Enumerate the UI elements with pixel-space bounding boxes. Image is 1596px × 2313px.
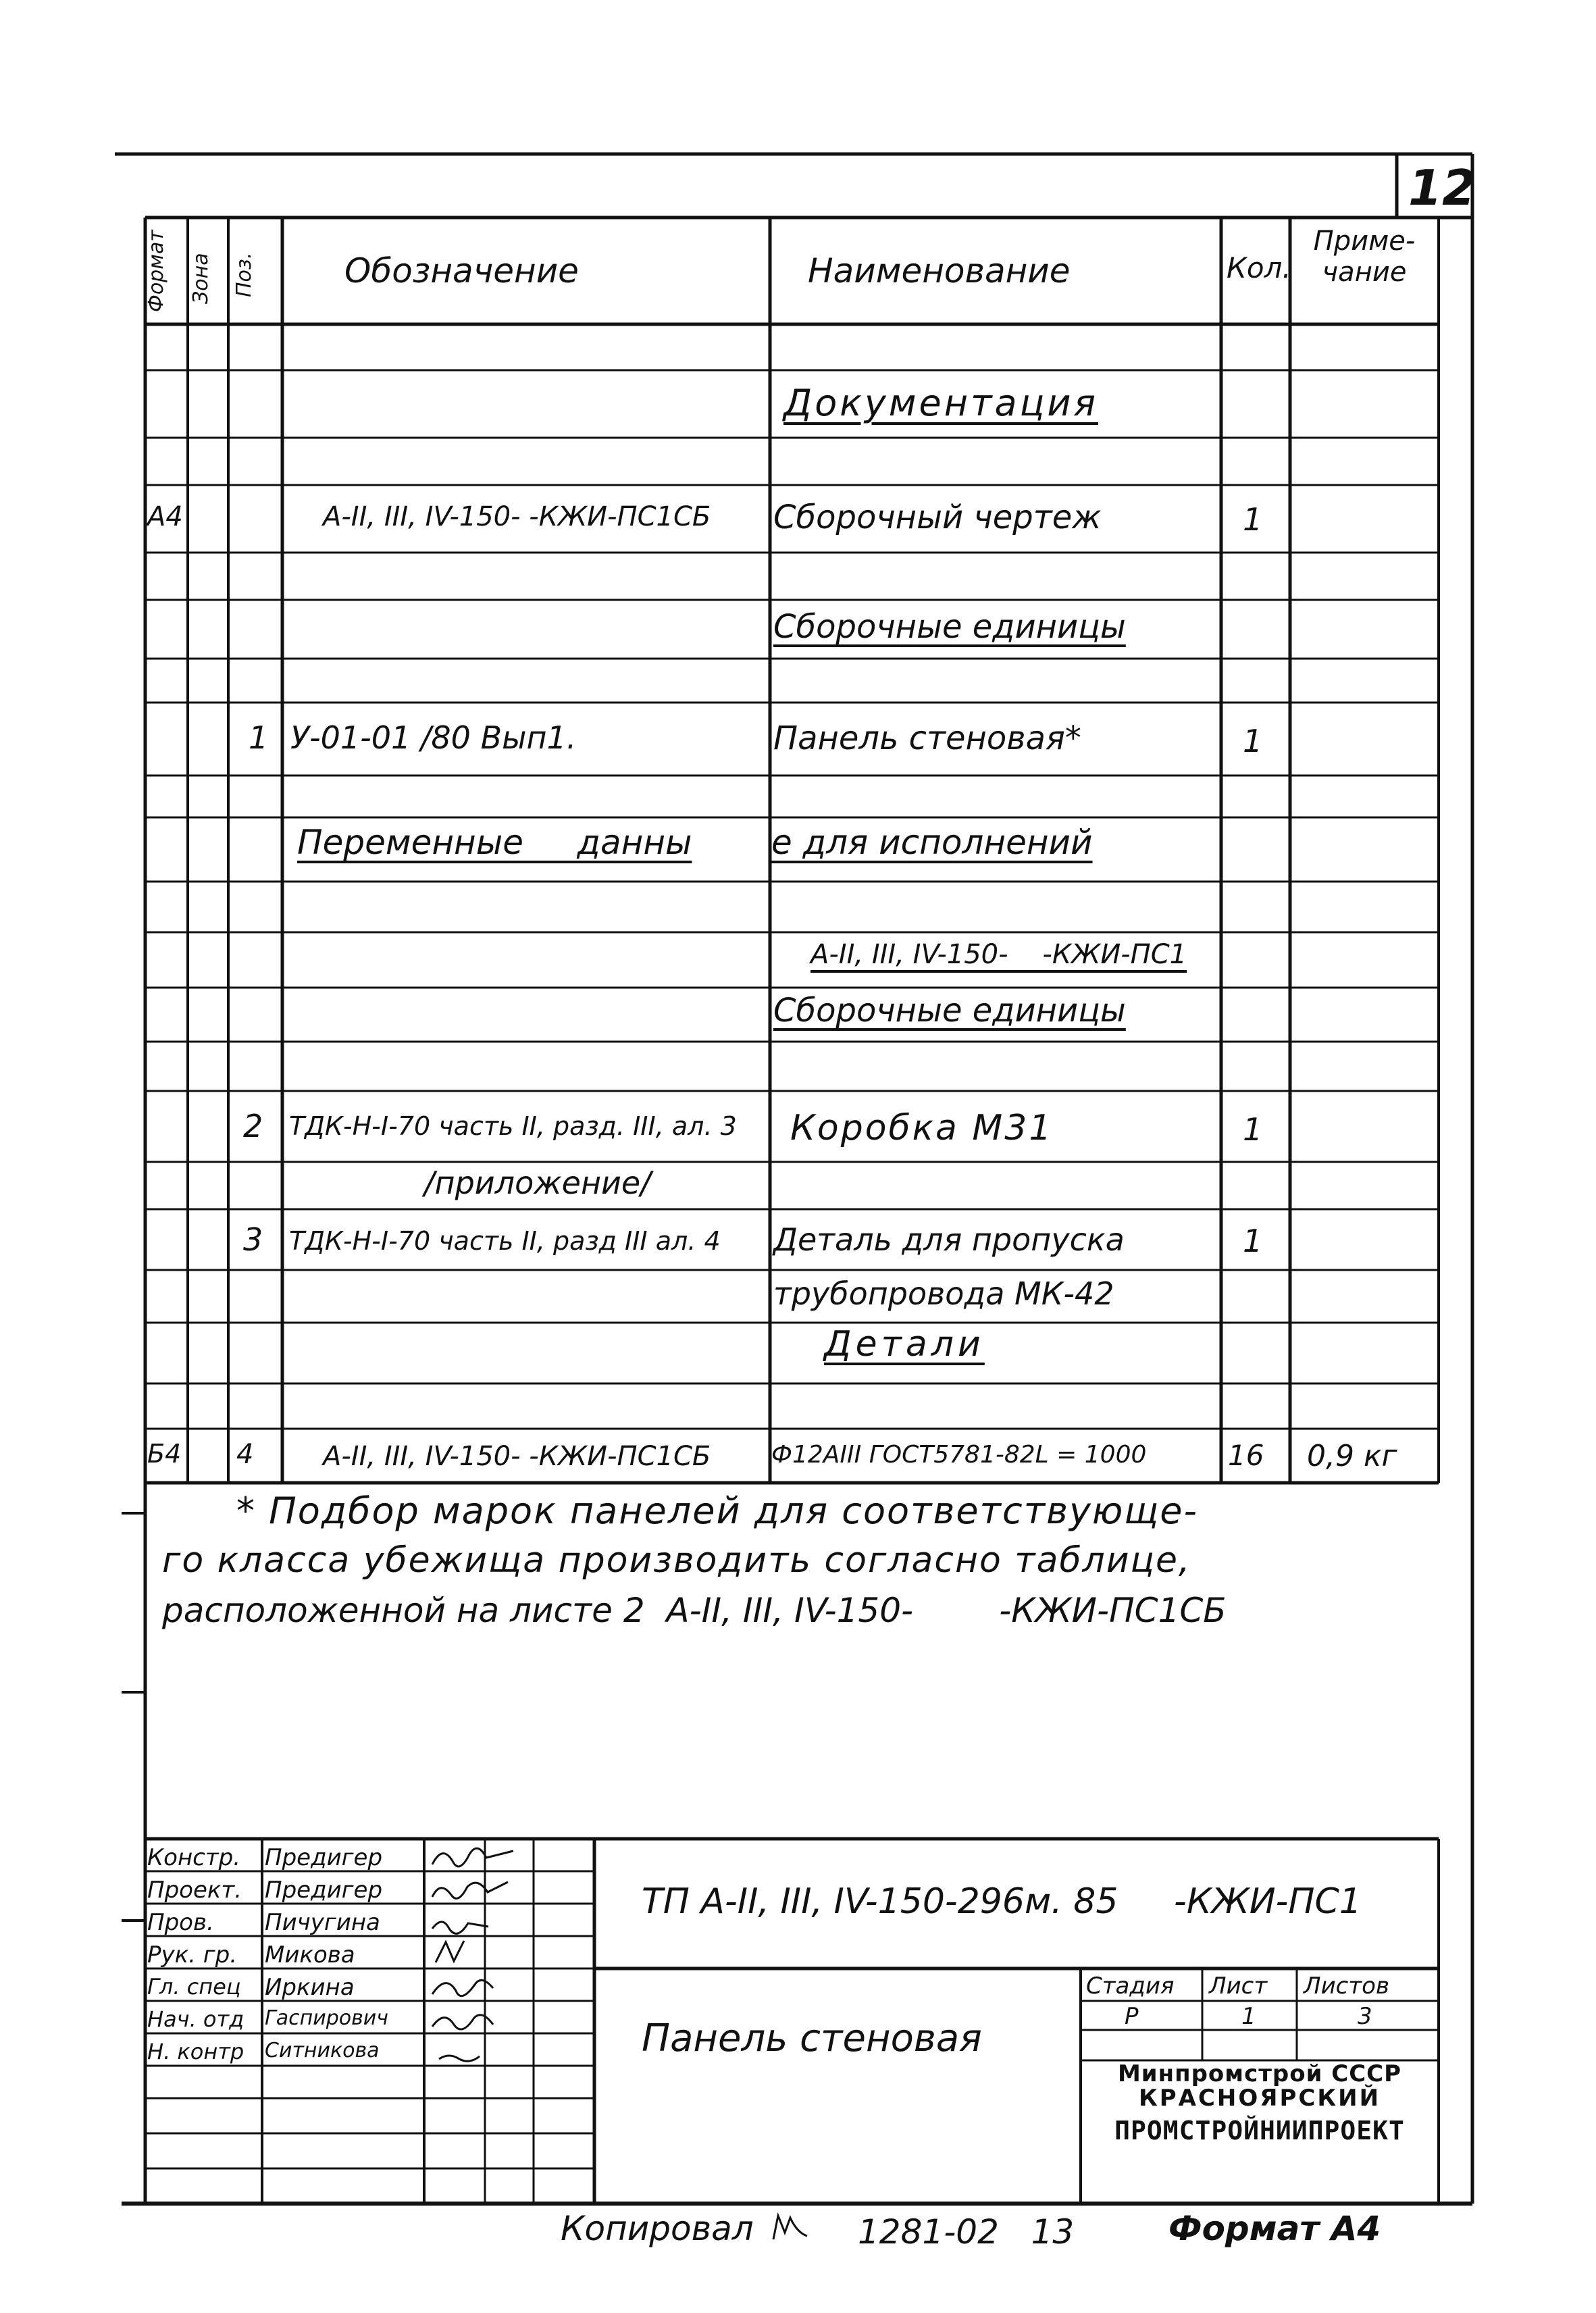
footnote-line1: * Подбор марок панелей для соответствующе- <box>236 1490 1198 1532</box>
copy-number: 1281-02 13 <box>858 2212 1075 2252</box>
role-norm-control: Н. контр <box>147 2039 244 2064</box>
row4-designation: ТДК-Н-I-70 часть II, разд III ал. 4 <box>289 1226 721 1256</box>
row5-qty: 16 <box>1228 1439 1264 1472</box>
row4-pos: 3 <box>243 1221 263 1258</box>
footnote-line3: расположенной на листе 2 А-II, III, IV-150- -КЖИ-ПС1СБ <box>162 1591 1227 1630</box>
row5-name: Ф12АIII ГОСТ5781-82L = 1000 <box>771 1441 1147 1469</box>
variant-code: А-II, III, IV-150- -КЖИ-ПС1 <box>810 939 1187 970</box>
document-code: ТП А-II, III, IV-150-296м. 85 -КЖИ-ПС1 <box>642 1881 1362 1922</box>
format-label: Формат А4 <box>1168 2209 1381 2248</box>
row5-note: 0,9 кг <box>1307 1439 1397 1473</box>
section-assembly-units: Сборочные единицы <box>773 608 1126 646</box>
name-checked: Пичугина <box>265 1909 380 1936</box>
row5-designation: А-II, III, IV-150- -КЖИ-ПС1СБ <box>323 1441 711 1472</box>
header-name: Наименование <box>808 251 1071 290</box>
header-format: Формат <box>145 230 168 312</box>
stage-label: Стадия <box>1086 1973 1175 2000</box>
row2-designation: У-01-01 /80 Вып1. <box>290 719 577 756</box>
row1-format: А4 <box>147 501 183 532</box>
role-chief-specialist: Гл. спец <box>147 1974 241 2000</box>
org-line3: ПРОМСТРОЙНИИПРОЕКТ <box>1114 2116 1405 2145</box>
signature-scribbles <box>432 1848 513 2061</box>
copied-by: Копировал <box>561 2209 754 2248</box>
sheets-label: Листов <box>1304 1973 1390 2000</box>
name-group-lead: Микова <box>265 1941 355 1968</box>
header-note: Приме- чание <box>1313 226 1416 288</box>
row5-pos: 4 <box>236 1439 254 1470</box>
sheets-value: 3 <box>1358 2003 1372 2030</box>
row1-name: Сборочный чертеж <box>773 499 1102 536</box>
row3-pos: 2 <box>243 1108 263 1144</box>
header-pos: Поз. <box>232 252 256 297</box>
name-chief-specialist: Иркина <box>265 1974 355 2001</box>
row4-name-line1: Деталь для пропуска <box>773 1221 1125 1258</box>
role-checked: Пров. <box>147 1909 214 1936</box>
page-number: 12 <box>1408 159 1476 216</box>
row4-qty: 1 <box>1243 1223 1263 1259</box>
row5-format: Б4 <box>147 1439 182 1469</box>
section-details: Детали <box>824 1324 985 1365</box>
sheet-label: Лист <box>1209 1973 1268 2000</box>
stage-value: Р <box>1125 2003 1139 2030</box>
name-constructor: Предигер <box>265 1844 383 1871</box>
header-zone: Зона <box>189 253 213 304</box>
row2-pos: 1 <box>249 719 269 756</box>
sheet-value: 1 <box>1241 2003 1256 2030</box>
role-group-lead: Рук. гр. <box>147 1941 238 1968</box>
variable-data-left: Переменные данны <box>297 823 692 862</box>
variable-data-right: е для исполнений <box>771 823 1093 862</box>
row3-name: Коробка М31 <box>790 1108 1054 1148</box>
name-dept-head: Гаспирович <box>265 2006 389 2030</box>
org-line1: Минпромстрой СССР <box>1117 2060 1402 2087</box>
row1-qty: 1 <box>1243 501 1263 538</box>
name-norm-control: Ситникова <box>265 2039 380 2062</box>
footnote-line2: го класса убежища производить согласно таблице, <box>162 1540 1191 1581</box>
row3-qty: 1 <box>1243 1111 1263 1148</box>
row2-qty: 1 <box>1243 723 1263 759</box>
name-project: Предигер <box>265 1877 383 1904</box>
item-name: Панель стеновая <box>642 2016 982 2060</box>
role-constructor: Констр. <box>147 1844 241 1871</box>
role-project: Проект. <box>147 1877 242 1904</box>
role-dept-head: Нач. отд <box>147 2006 244 2032</box>
row4-name-line2: трубопровода МК-42 <box>773 1275 1114 1312</box>
row2-name: Панель стеновая* <box>773 719 1081 757</box>
copier-signature <box>770 2212 810 2246</box>
section-documentation: Документация <box>783 382 1098 424</box>
header-qty: Кол. <box>1227 251 1291 284</box>
header-designation: Обозначение <box>344 251 579 290</box>
organization-stamp <box>1081 2062 1439 2151</box>
row3-appendix: /приложение/ <box>424 1165 651 1201</box>
row3-designation: ТДК-Н-I-70 часть II, разд. III, ал. 3 <box>289 1111 737 1141</box>
section-assembly-units-2: Сборочные единицы <box>773 992 1126 1030</box>
org-line2: КРАСНОЯРСКИЙ <box>1138 2085 1381 2112</box>
row1-designation: А-II, III, IV-150- -КЖИ-ПС1СБ <box>323 501 711 532</box>
